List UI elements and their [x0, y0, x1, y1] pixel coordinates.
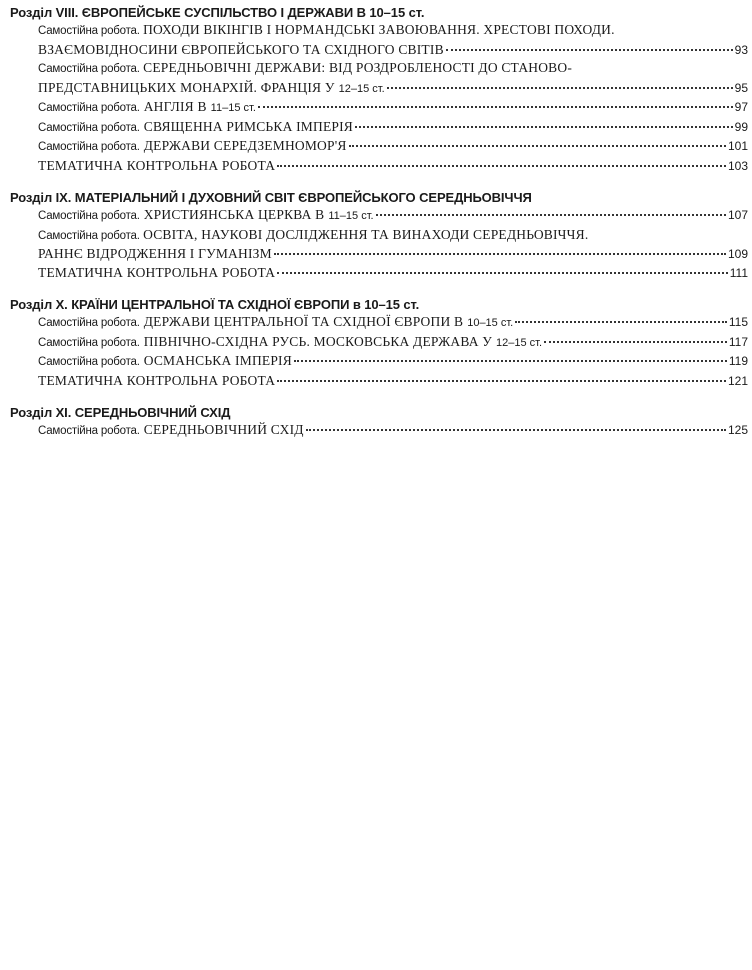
entry-label: Самостійна робота.: [38, 336, 140, 349]
entry-title: ОСМАНСЬКА ІМПЕРІЯ: [143, 353, 292, 368]
dot-leader: [544, 340, 727, 343]
toc-entry[interactable]: [0, 333, 752, 353]
section-ix: [0, 189, 752, 282]
dot-leader: [355, 125, 733, 128]
page-number: 97: [734, 100, 748, 114]
entry-era: 11–15 ст.: [210, 102, 256, 114]
entry-label: Самостійна робота.: [38, 121, 140, 134]
entry-label: Самостійна робота.: [38, 102, 140, 114]
dot-leader: [277, 379, 726, 382]
toc-entry[interactable]: [0, 372, 752, 391]
toc-entry[interactable]: [0, 264, 752, 283]
page-number: 95: [734, 80, 748, 95]
dot-leader: [387, 86, 733, 89]
section-x: [0, 296, 752, 390]
page-number: 109: [727, 247, 748, 261]
page-number: 99: [734, 119, 748, 134]
entry-era: 12–15 ст.: [338, 82, 385, 95]
entry-label: Самостійна робота.: [38, 210, 140, 222]
entry-title: ТЕМАТИЧНА КОНТРОЛЬНА РОБОТА: [38, 372, 276, 388]
section-title: Розділ IX. МАТЕРІАЛЬНИЙ І ДУХОВНИЙ СВІТ ЄВРОПЕЙСЬКОГО СЕРЕДНЬОВІЧЧЯ: [10, 190, 532, 205]
toc-entry[interactable]: [0, 226, 752, 264]
entry-title-line2: ВЗАЄМОВІДНОСИНИ ЄВРОПЕЙСЬКОГО ТА СХІДНОГО СВІТІВ: [38, 41, 444, 57]
dot-leader: [277, 271, 728, 274]
page-number: 119: [728, 354, 748, 368]
entry-title-line2: ПРЕДСТАВНИЦЬКИХ МОНАРХІЙ. ФРАНЦІЯ У: [38, 79, 335, 95]
toc-entry[interactable]: [0, 59, 752, 98]
dot-leader: [277, 164, 726, 167]
page-number: 101: [727, 139, 748, 153]
entry-title-line1: ОСВІТА, НАУКОВІ ДОСЛІДЖЕННЯ ТА ВИНАХОДИ СЕРЕДНЬОВІЧЧЯ.: [143, 226, 589, 242]
entry-title: СВЯЩЕННА РИМСЬКА ІМПЕРІЯ: [143, 118, 354, 134]
dot-leader: [294, 359, 727, 362]
page-number: 107: [727, 208, 748, 222]
entry-era: 10–15 ст.: [467, 317, 514, 329]
entry-title-line2: РАННЄ ВІДРОДЖЕННЯ І ГУМАНІЗМ: [38, 246, 272, 261]
dot-leader: [376, 213, 726, 216]
toc-entry[interactable]: [0, 21, 752, 59]
entry-title: ХРИСТИЯНСЬКА ЦЕРКВА В: [143, 207, 325, 222]
toc-entry[interactable]: [0, 157, 752, 176]
section-xi: [0, 404, 752, 441]
section-title: Розділ VIII. ЄВРОПЕЙСЬКЕ СУСПІЛЬСТВО І ДЕРЖАВИ В 10–15 ст.: [10, 5, 425, 20]
entry-label: Самостійна робота.: [38, 425, 140, 437]
table-of-contents: [0, 4, 752, 455]
page-number: 93: [734, 42, 748, 57]
page-number: 125: [727, 423, 748, 437]
page-number: 121: [727, 373, 748, 388]
section-viii: [0, 4, 752, 175]
entry-label: Самостійна робота.: [38, 141, 140, 153]
dot-leader: [515, 320, 727, 323]
section-title: Розділ X. КРАЇНИ ЦЕНТРАЛЬНОЇ ТА СХІДНОЇ ЄВРОПИ в 10–15 ст.: [10, 297, 420, 312]
toc-entry[interactable]: [0, 352, 752, 372]
toc-entry[interactable]: [0, 206, 752, 226]
entry-title: ТЕМАТИЧНА КОНТРОЛЬНА РОБОТА: [38, 264, 276, 280]
entry-title-line1: СЕРЕДНЬОВІЧНІ ДЕРЖАВИ: ВІД РОЗДРОБЛЕНОСТІ ДО СТАНОВО-: [143, 60, 573, 75]
dot-leader: [306, 428, 726, 431]
entry-title: ПІВНІЧНО-СХІДНА РУСЬ. МОСКОВСЬКА ДЕРЖАВА У: [143, 333, 493, 349]
entry-title: АНГЛІЯ В: [143, 99, 207, 114]
section-title: Розділ XI. СЕРЕДНЬОВІЧНИЙ СХІД: [10, 405, 231, 420]
page-number: 103: [727, 158, 748, 173]
entry-era: 11–15 ст.: [328, 210, 374, 222]
entry-label: Самостійна робота.: [38, 229, 140, 242]
page-number: 117: [728, 334, 748, 349]
entry-title-line1: ПОХОДИ ВІКІНГІВ І НОРМАНДСЬКІ ЗАВОЮВАННЯ. ХРЕСТОВІ ПОХОДИ.: [143, 22, 615, 37]
entry-title: ДЕРЖАВИ СЕРЕДЗЕМНОМОР'Я: [143, 138, 347, 153]
entry-title: ДЕРЖАВИ ЦЕНТРАЛЬНОЇ ТА СХІДНОЇ ЄВРОПИ В: [143, 314, 464, 329]
entry-label: Самостійна робота.: [38, 63, 140, 75]
toc-entry[interactable]: [0, 137, 752, 157]
entry-title: СЕРЕДНЬОВІЧНИЙ СХІД: [143, 422, 304, 437]
page-number: 111: [729, 265, 748, 280]
toc-entry[interactable]: [0, 118, 752, 138]
entry-label: Самостійна робота.: [38, 25, 140, 37]
dot-leader: [349, 144, 726, 147]
dot-leader: [274, 252, 726, 255]
toc-entry[interactable]: [0, 313, 752, 333]
entry-label: Самостійна робота.: [38, 317, 140, 329]
dot-leader: [446, 48, 733, 51]
entry-era: 12–15 ст.: [496, 336, 543, 349]
page-number: 115: [728, 315, 748, 329]
dot-leader: [258, 105, 733, 108]
toc-entry[interactable]: [0, 98, 752, 118]
toc-entry[interactable]: [0, 421, 752, 441]
entry-label: Самостійна робота.: [38, 356, 140, 368]
entry-title: ТЕМАТИЧНА КОНТРОЛЬНА РОБОТА: [38, 157, 276, 173]
